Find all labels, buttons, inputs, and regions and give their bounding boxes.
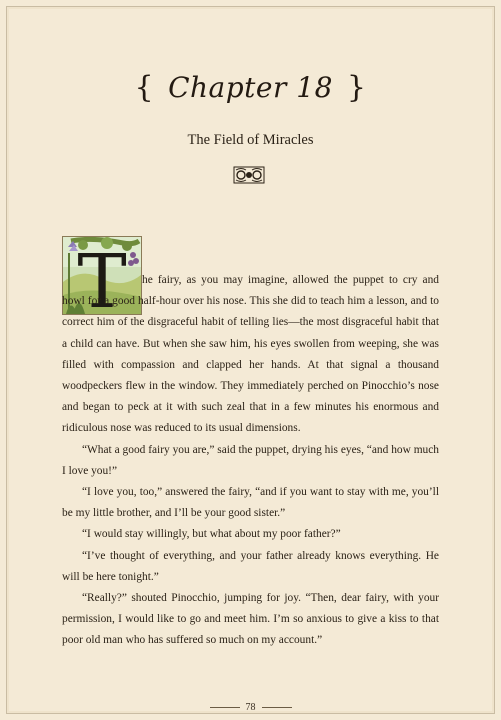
footer-rule-left (210, 707, 240, 708)
paragraph-4: “I would stay willingly, but what about my poor father?” (82, 528, 341, 541)
chapter-body (62, 270, 439, 652)
page-footer (0, 702, 501, 713)
fleuron-ornament-icon (233, 166, 265, 184)
footer-rule-right (262, 707, 292, 708)
paragraph-2: “What a good fairy you are,” said the puppet, drying his eyes, “and how much I love you!” (62, 443, 439, 477)
chapter-number-label: Chapter 18 (168, 71, 333, 104)
paragraph-5: “I’ve thought of everything, and your father already knows everything. He will be here tonight.” (62, 549, 439, 583)
chapter-heading (0, 70, 501, 105)
paragraph-1 (62, 270, 439, 440)
page-number: 78 (245, 702, 256, 713)
paragraph-6: “Really?” shouted Pinocchio, jumping for joy. “Then, dear fairy, with your permission, I would like to go and meet him. I’m so anxious to give a kiss to that poor old man who has suffered so much on my account.” (62, 592, 439, 647)
dropcap-letter: T (77, 239, 127, 314)
brace-close: } (346, 70, 367, 105)
brace-open: { (134, 70, 155, 105)
paragraph-3: “I love you, too,” answered the fairy, “and if you want to stay with me, you’ll be my little brother, and I’ll be your good sister.” (62, 486, 439, 520)
chapter-title: The Field of Miracles (187, 132, 314, 148)
dropcap-spacer (62, 234, 142, 274)
paragraph-text: he fairy, as you may imagine, allowed the puppet to cry and howl for a good half-hour over his nose. This she did to teach him a lesson, and to correct him of the disgraceful habit of telling lies—the most disgraceful habit that a child can have. But when she saw him, his eyes swollen from weeping, she was filled with compassion and clapped her hands. At that signal a thousand woodpeckers flew in the window. They immediately perched on Pinocchio’s nose and began to peck at it with such zeal that in a few minutes his enormous and ridiculous nose was reduced to its usual dimensions. (62, 274, 439, 435)
